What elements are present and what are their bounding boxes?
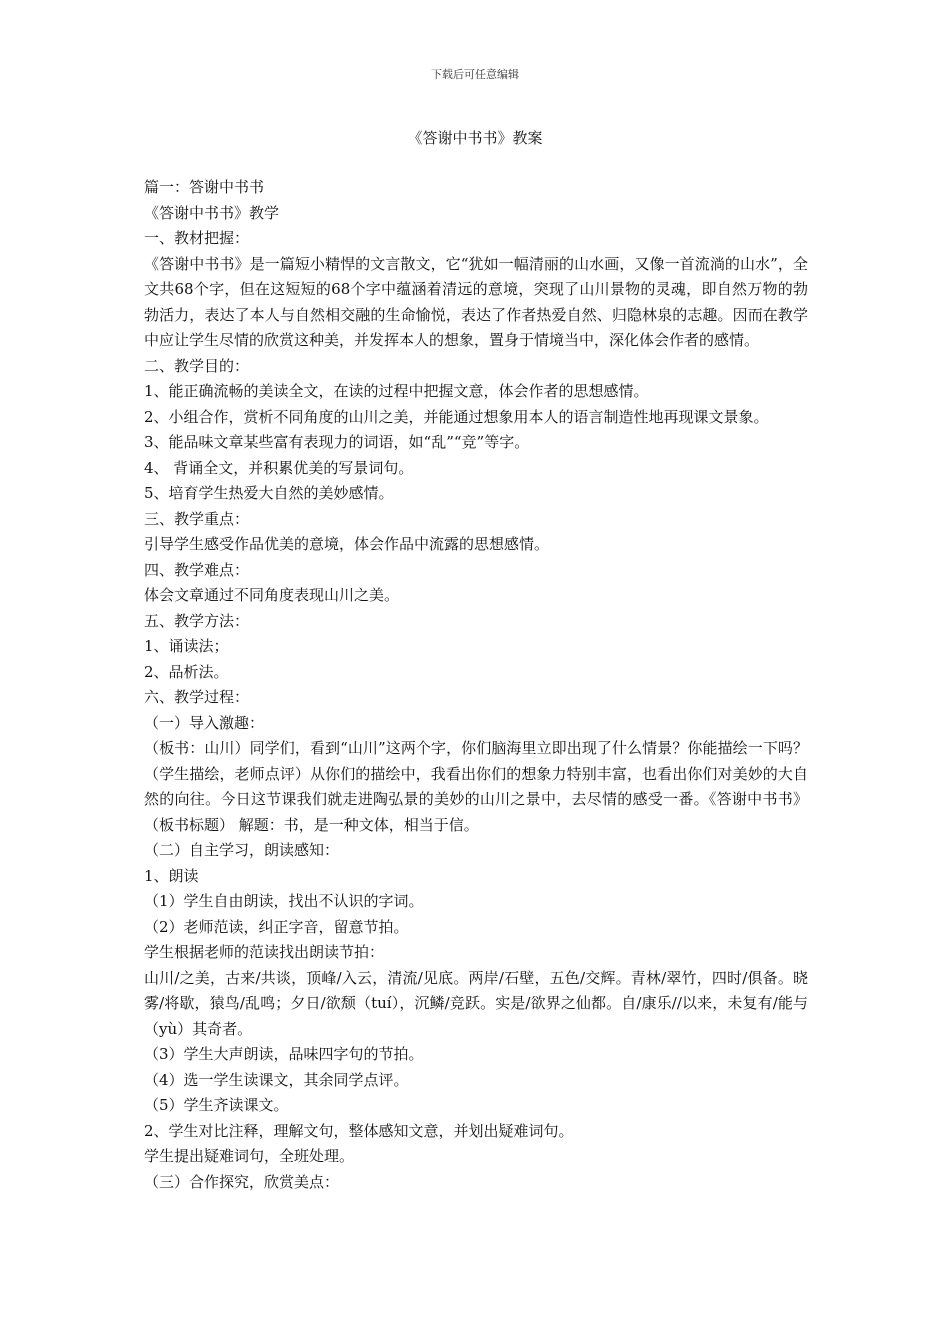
paragraph: 《答谢中书书》是一篇短小精悍的文言散文，它“犹如一幅清丽的山水画，又像一首流淌的山水”，全文共68个字，但在这短短的68个字中蕴涵着清远的意境，突现了山川景物的灵魂，即自然万物的勃勃活力，表达了本人与自然相交融的生命愉悦，表达了作者热爱自然、归隐林泉的志趣。因而在教学中应让学生尽情的欣赏这种美，并发挥本人的想象，置身于情境当中，深化体会作者的感情。 [144,254,808,349]
document-body [144,175,808,1195]
list-item: 4、 背诵全文，并积累优美的写景词句。 [144,458,414,477]
section-heading: 三、教学重点： [144,509,250,528]
paragraph: 学生根据老师的范读找出朗读节拍： [144,943,385,961]
subheading: 《答谢中书书》教学 [144,203,280,222]
list-item: （4）选一学生读课文，其余同学点评。 [144,1070,409,1089]
list-item: 2、小组合作，赏析不同角度的山川之美，并能通过想象用本人的语言制造性地再现课文景象。 [144,407,769,426]
paragraph: 学生提出疑难词句，全班处理。 [144,1147,355,1165]
list-item: 1、朗读 [144,866,199,885]
list-item: （3）学生大声朗读，品味四字句的节拍。 [144,1045,424,1063]
subsection-heading: （二）自主学习，朗读感知： [144,841,340,859]
list-item: 2、学生对比注释，理解文句，整体感知文意，并划出疑难词句。 [144,1121,574,1140]
subsection-heading: （三）合作探究，欣赏美点： [144,1172,340,1191]
subsection-heading: （一）导入激趣： [144,713,265,732]
section-heading: 一、教材把握： [144,229,250,247]
paragraph: 引导学生感受作品优美的意境，体会作品中流露的思想感情。 [144,535,550,553]
list-item: （2）老师范读，纠正字音，留意节拍。 [144,917,409,936]
section-heading: 六、教学过程： [144,688,250,706]
list-item: （5）学生齐读课文。 [144,1096,289,1114]
list-item: 1、诵读法； [144,637,229,655]
list-item: 1、能正确流畅的美读全文，在读的过程中把握文意，体会作者的思想感情。 [144,382,649,400]
list-item: 3、能品味文章某些富有表现力的词语，如“乱”“竞”等字。 [144,433,530,451]
section-heading: 篇一：答谢中书书 [144,178,265,196]
section-heading: 五、教学方法： [144,611,250,630]
paragraph: 山川/之美，古来/共谈，顶峰/入云，清流/见底。两岸/石壁，五色/交辉。青林/翠竹，四时/俱备。晓雾/将歇，猿鸟/乱鸣；夕日/欲颓（tuí），沉鳞/竞跃。实是/欲界之仙都。自/康乐//以来，未复有/能与（yù）其奇者。 [144,968,808,1038]
paragraph: 体会文章通过不同角度表现山川之美。 [144,586,400,604]
section-heading: 二、教学目的： [144,356,250,375]
list-item: （1）学生自由朗读，找出不认识的字词。 [144,892,424,910]
section-heading: 四、教学难点： [144,560,250,579]
document-title: 《答谢中书书》教案 [407,129,543,147]
list-item: 2、品析法。 [144,662,229,681]
paragraph: （板书：山川）同学们，看到“山川”这两个字，你们脑海里立即出现了什么情景？你能描绘一下吗？（学生描绘，老师点评）从你们的描绘中，我看出你们的想象力特别丰富，也看出你们对美妙的大自然的向往。今日这节课我们就走进陶弘景的美妙的山川之景中，去尽情的感受一番。《答谢中书书》（板书标题） 解题：书，是一种文体，相当于信。 [144,739,808,834]
list-item: 5、培育学生热爱大自然的美妙感情。 [144,484,394,502]
header-note: 下载后可任意编辑 [431,68,519,81]
